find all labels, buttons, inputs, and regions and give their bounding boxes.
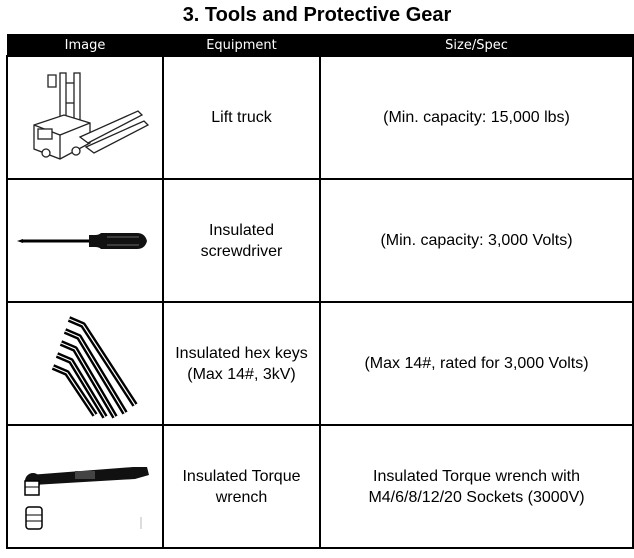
torque-wrench-icon — [15, 437, 155, 537]
equipment-spec: (Min. capacity: 3,000 Volts) — [320, 179, 633, 302]
equipment-spec: Insulated Torque wrench with M4/6/8/12/20 Sockets (3000V) — [320, 425, 633, 548]
table-row — [7, 56, 633, 179]
equipment-spec: (Max 14#, rated for 3,000 Volts) — [320, 302, 633, 425]
hex-keys-icon — [25, 309, 145, 419]
table-row — [7, 302, 633, 425]
column-header-equipment: Equipment — [163, 35, 320, 57]
screwdriver-icon — [15, 221, 155, 261]
image-cell — [7, 56, 163, 179]
equipment-table — [6, 34, 634, 549]
lift-truck-icon — [20, 63, 150, 173]
column-header-spec: Size/Spec — [320, 35, 633, 57]
equipment-spec: (Min. capacity: 15,000 lbs) — [320, 56, 633, 179]
equipment-name: Insulated Torque wrench — [163, 425, 320, 548]
equipment-name: Insulated screwdriver — [163, 179, 320, 302]
image-cell — [7, 425, 163, 548]
table-row — [7, 425, 633, 548]
page-title: 3. Tools and Protective Gear — [182, 4, 452, 26]
equipment-name: Insulated hex keys (Max 14#, 3kV) — [163, 302, 320, 425]
image-cell — [7, 302, 163, 425]
table-row — [7, 179, 633, 302]
column-header-image: Image — [7, 35, 163, 57]
image-cell — [7, 179, 163, 302]
table-header-row — [7, 35, 633, 57]
equipment-name: Lift truck — [163, 56, 320, 179]
